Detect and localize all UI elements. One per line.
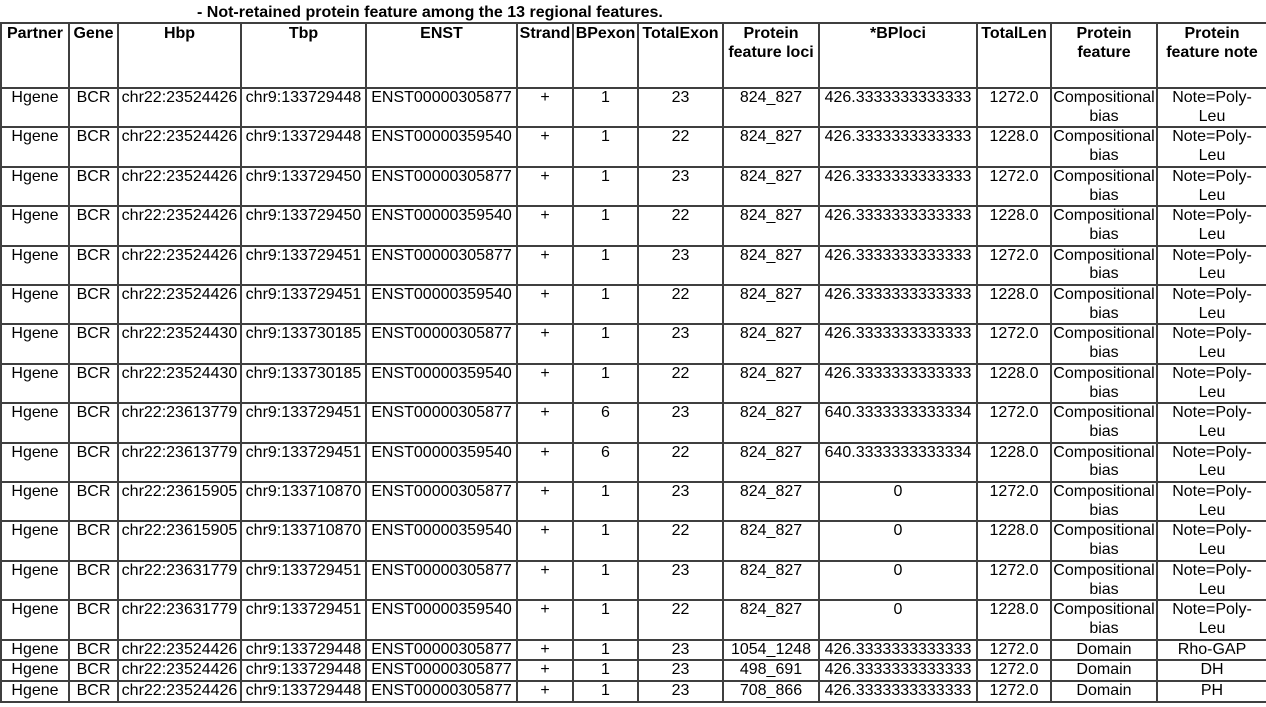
cell-protein-feature-note: PH — [1157, 681, 1266, 702]
cell-gene: BCR — [69, 443, 118, 482]
cell-hbp: chr22:23524426 — [118, 88, 241, 127]
cell-totalexon: 22 — [638, 443, 723, 482]
cell-partner: Hgene — [1, 640, 69, 661]
cell-gene: BCR — [69, 600, 118, 639]
cell-gene: BCR — [69, 127, 118, 166]
cell-protein-feature: Compositional bias — [1051, 443, 1157, 482]
cell-partner: Hgene — [1, 364, 69, 403]
cell-strand: + — [517, 127, 573, 166]
cell-totalexon: 22 — [638, 206, 723, 245]
cell-tbp: chr9:133729448 — [241, 660, 366, 681]
cell-partner: Hgene — [1, 681, 69, 702]
cell-bpexon: 6 — [573, 443, 638, 482]
cell-enst: ENST00000305877 — [366, 403, 517, 442]
cell-strand: + — [517, 403, 573, 442]
cell-totallen: 1272.0 — [977, 660, 1051, 681]
cell-bpexon: 6 — [573, 403, 638, 442]
cell-totallen: 1228.0 — [977, 206, 1051, 245]
cell-bpexon: 1 — [573, 206, 638, 245]
cell-enst: ENST00000359540 — [366, 521, 517, 560]
cell-protein-feature-note: Note=Poly-Leu — [1157, 443, 1266, 482]
cell-gene: BCR — [69, 364, 118, 403]
table-row — [1, 681, 1266, 702]
cell-tbp: chr9:133710870 — [241, 482, 366, 521]
cell-bploci: 640.3333333333334 — [819, 443, 977, 482]
table-row — [1, 482, 1266, 521]
cell-gene: BCR — [69, 521, 118, 560]
cell-tbp: chr9:133729451 — [241, 285, 366, 324]
cell-protein-feature: Domain — [1051, 640, 1157, 661]
table-row — [1, 167, 1266, 206]
cell-protein-feature-loci: 824_827 — [723, 88, 819, 127]
cell-protein-feature: Compositional bias — [1051, 600, 1157, 639]
cell-hbp: chr22:23615905 — [118, 521, 241, 560]
cell-totallen: 1272.0 — [977, 561, 1051, 600]
cell-bploci: 426.3333333333333 — [819, 324, 977, 363]
table-row — [1, 443, 1266, 482]
cell-bploci: 426.3333333333333 — [819, 246, 977, 285]
cell-hbp: chr22:23524426 — [118, 660, 241, 681]
cell-protein-feature: Compositional bias — [1051, 246, 1157, 285]
cell-totallen: 1272.0 — [977, 681, 1051, 702]
cell-protein-feature: Compositional bias — [1051, 88, 1157, 127]
cell-partner: Hgene — [1, 127, 69, 166]
table-row — [1, 403, 1266, 442]
cell-protein-feature: Domain — [1051, 681, 1157, 702]
column-header-partner: Partner — [1, 23, 69, 88]
column-header-totalexon: TotalExon — [638, 23, 723, 88]
cell-enst: ENST00000305877 — [366, 246, 517, 285]
column-header-hbp: Hbp — [118, 23, 241, 88]
cell-totalexon: 23 — [638, 482, 723, 521]
cell-hbp: chr22:23524430 — [118, 324, 241, 363]
cell-protein-feature: Compositional bias — [1051, 482, 1157, 521]
cell-protein-feature-loci: 824_827 — [723, 206, 819, 245]
cell-totallen: 1272.0 — [977, 403, 1051, 442]
cell-partner: Hgene — [1, 88, 69, 127]
cell-strand: + — [517, 443, 573, 482]
cell-tbp: chr9:133710870 — [241, 521, 366, 560]
cell-bpexon: 1 — [573, 521, 638, 560]
cell-hbp: chr22:23613779 — [118, 403, 241, 442]
cell-protein-feature-note: DH — [1157, 660, 1266, 681]
cell-gene: BCR — [69, 285, 118, 324]
cell-bpexon: 1 — [573, 285, 638, 324]
cell-protein-feature: Compositional bias — [1051, 324, 1157, 363]
table-row — [1, 246, 1266, 285]
cell-enst: ENST00000359540 — [366, 600, 517, 639]
column-header-bploci: *BPloci — [819, 23, 977, 88]
cell-tbp: chr9:133729448 — [241, 88, 366, 127]
cell-strand: + — [517, 660, 573, 681]
cell-strand: + — [517, 88, 573, 127]
cell-enst: ENST00000305877 — [366, 681, 517, 702]
cell-partner: Hgene — [1, 167, 69, 206]
cell-protein-feature-loci: 824_827 — [723, 364, 819, 403]
cell-partner: Hgene — [1, 561, 69, 600]
cell-strand: + — [517, 167, 573, 206]
cell-totalexon: 23 — [638, 403, 723, 442]
column-header-totallen: TotalLen — [977, 23, 1051, 88]
cell-partner: Hgene — [1, 521, 69, 560]
column-header-enst: ENST — [366, 23, 517, 88]
cell-partner: Hgene — [1, 206, 69, 245]
cell-totalexon: 23 — [638, 561, 723, 600]
column-header-gene: Gene — [69, 23, 118, 88]
cell-strand: + — [517, 285, 573, 324]
cell-protein-feature-note: Note=Poly-Leu — [1157, 88, 1266, 127]
cell-bploci: 426.3333333333333 — [819, 364, 977, 403]
cell-tbp: chr9:133729451 — [241, 561, 366, 600]
cell-bpexon: 1 — [573, 88, 638, 127]
protein-feature-table — [0, 22, 1266, 703]
column-header-strand: Strand — [517, 23, 573, 88]
cell-bpexon: 1 — [573, 640, 638, 661]
cell-hbp: chr22:23524426 — [118, 167, 241, 206]
column-header-bpexon: BPexon — [573, 23, 638, 88]
cell-protein-feature-loci: 708_866 — [723, 681, 819, 702]
cell-protein-feature: Compositional bias — [1051, 521, 1157, 560]
cell-totallen: 1228.0 — [977, 443, 1051, 482]
cell-hbp: chr22:23524430 — [118, 364, 241, 403]
cell-totalexon: 23 — [638, 246, 723, 285]
cell-tbp: chr9:133729450 — [241, 206, 366, 245]
cell-bpexon: 1 — [573, 681, 638, 702]
cell-gene: BCR — [69, 660, 118, 681]
cell-totalexon: 22 — [638, 364, 723, 403]
cell-hbp: chr22:23524426 — [118, 127, 241, 166]
cell-strand: + — [517, 482, 573, 521]
cell-bploci: 426.3333333333333 — [819, 88, 977, 127]
cell-protein-feature: Compositional bias — [1051, 561, 1157, 600]
cell-protein-feature-note: Note=Poly-Leu — [1157, 285, 1266, 324]
cell-bpexon: 1 — [573, 600, 638, 639]
cell-enst: ENST00000305877 — [366, 167, 517, 206]
cell-hbp: chr22:23524426 — [118, 681, 241, 702]
cell-totallen: 1228.0 — [977, 285, 1051, 324]
cell-bploci: 426.3333333333333 — [819, 285, 977, 324]
cell-enst: ENST00000359540 — [366, 127, 517, 166]
cell-enst: ENST00000305877 — [366, 640, 517, 661]
cell-protein-feature-loci: 1054_1248 — [723, 640, 819, 661]
table-row — [1, 127, 1266, 166]
cell-bploci: 426.3333333333333 — [819, 206, 977, 245]
cell-protein-feature: Compositional bias — [1051, 403, 1157, 442]
cell-totallen: 1228.0 — [977, 600, 1051, 639]
cell-strand: + — [517, 600, 573, 639]
cell-bpexon: 1 — [573, 167, 638, 206]
cell-totalexon: 22 — [638, 127, 723, 166]
cell-bpexon: 1 — [573, 246, 638, 285]
cell-bploci: 0 — [819, 600, 977, 639]
cell-bpexon: 1 — [573, 660, 638, 681]
cell-protein-feature: Compositional bias — [1051, 127, 1157, 166]
cell-hbp: chr22:23615905 — [118, 482, 241, 521]
cell-totalexon: 23 — [638, 167, 723, 206]
cell-gene: BCR — [69, 561, 118, 600]
cell-protein-feature-loci: 824_827 — [723, 324, 819, 363]
cell-protein-feature-note: Note=Poly-Leu — [1157, 521, 1266, 560]
column-header-tbp: Tbp — [241, 23, 366, 88]
cell-totalexon: 23 — [638, 324, 723, 363]
cell-protein-feature-loci: 824_827 — [723, 600, 819, 639]
cell-protein-feature-loci: 498_691 — [723, 660, 819, 681]
cell-enst: ENST00000305877 — [366, 324, 517, 363]
cell-bploci: 426.3333333333333 — [819, 167, 977, 206]
cell-protein-feature-note: Note=Poly-Leu — [1157, 127, 1266, 166]
cell-hbp: chr22:23631779 — [118, 600, 241, 639]
cell-bploci: 426.3333333333333 — [819, 640, 977, 661]
cell-protein-feature-note: Note=Poly-Leu — [1157, 206, 1266, 245]
cell-totalexon: 23 — [638, 681, 723, 702]
table-row — [1, 364, 1266, 403]
cell-totallen: 1228.0 — [977, 127, 1051, 166]
cell-protein-feature-note: Note=Poly-Leu — [1157, 324, 1266, 363]
cell-enst: ENST00000305877 — [366, 561, 517, 600]
cell-tbp: chr9:133729448 — [241, 681, 366, 702]
cell-partner: Hgene — [1, 482, 69, 521]
table-row — [1, 660, 1266, 681]
cell-totallen: 1272.0 — [977, 324, 1051, 363]
cell-strand: + — [517, 561, 573, 600]
cell-enst: ENST00000359540 — [366, 443, 517, 482]
cell-gene: BCR — [69, 88, 118, 127]
column-header-protein-feature-loci: Protein feature loci — [723, 23, 819, 88]
cell-hbp: chr22:23524426 — [118, 640, 241, 661]
cell-bploci: 426.3333333333333 — [819, 681, 977, 702]
cell-tbp: chr9:133729451 — [241, 600, 366, 639]
cell-gene: BCR — [69, 403, 118, 442]
cell-protein-feature: Compositional bias — [1051, 167, 1157, 206]
cell-protein-feature-loci: 824_827 — [723, 521, 819, 560]
page — [0, 4, 1266, 703]
cell-bploci: 0 — [819, 561, 977, 600]
cell-strand: + — [517, 246, 573, 285]
cell-tbp: chr9:133729451 — [241, 246, 366, 285]
cell-gene: BCR — [69, 482, 118, 521]
cell-tbp: chr9:133729451 — [241, 403, 366, 442]
cell-protein-feature-loci: 824_827 — [723, 285, 819, 324]
table-row — [1, 285, 1266, 324]
cell-bpexon: 1 — [573, 482, 638, 521]
cell-hbp: chr22:23524426 — [118, 246, 241, 285]
cell-bploci: 0 — [819, 482, 977, 521]
cell-totallen: 1272.0 — [977, 246, 1051, 285]
cell-strand: + — [517, 521, 573, 560]
column-header-protein-feature-note: Protein feature note — [1157, 23, 1266, 88]
cell-bpexon: 1 — [573, 561, 638, 600]
cell-totallen: 1272.0 — [977, 167, 1051, 206]
cell-bploci: 0 — [819, 521, 977, 560]
cell-totallen: 1228.0 — [977, 364, 1051, 403]
cell-gene: BCR — [69, 324, 118, 363]
cell-tbp: chr9:133730185 — [241, 324, 366, 363]
cell-protein-feature-note: Note=Poly-Leu — [1157, 482, 1266, 521]
cell-protein-feature-note: Note=Poly-Leu — [1157, 561, 1266, 600]
cell-protein-feature: Domain — [1051, 660, 1157, 681]
cell-enst: ENST00000359540 — [366, 206, 517, 245]
table-row — [1, 600, 1266, 639]
cell-totalexon: 23 — [638, 88, 723, 127]
cell-partner: Hgene — [1, 660, 69, 681]
cell-enst: ENST00000305877 — [366, 660, 517, 681]
cell-protein-feature-loci: 824_827 — [723, 127, 819, 166]
cell-bploci: 640.3333333333334 — [819, 403, 977, 442]
cell-protein-feature-note: Note=Poly-Leu — [1157, 364, 1266, 403]
cell-strand: + — [517, 206, 573, 245]
cell-hbp: chr22:23613779 — [118, 443, 241, 482]
cell-totallen: 1272.0 — [977, 640, 1051, 661]
cell-totallen: 1228.0 — [977, 521, 1051, 560]
cell-protein-feature-note: Rho-GAP — [1157, 640, 1266, 661]
table-row — [1, 561, 1266, 600]
cell-hbp: chr22:23631779 — [118, 561, 241, 600]
cell-protein-feature-loci: 824_827 — [723, 482, 819, 521]
cell-partner: Hgene — [1, 285, 69, 324]
cell-bpexon: 1 — [573, 364, 638, 403]
cell-totalexon: 22 — [638, 600, 723, 639]
cell-enst: ENST00000305877 — [366, 88, 517, 127]
cell-gene: BCR — [69, 167, 118, 206]
cell-protein-feature-note: Note=Poly-Leu — [1157, 167, 1266, 206]
cell-strand: + — [517, 324, 573, 363]
cell-tbp: chr9:133730185 — [241, 364, 366, 403]
cell-protein-feature: Compositional bias — [1051, 206, 1157, 245]
table-row — [1, 324, 1266, 363]
cell-gene: BCR — [69, 206, 118, 245]
cell-totalexon: 22 — [638, 285, 723, 324]
table-row — [1, 206, 1266, 245]
cell-partner: Hgene — [1, 403, 69, 442]
cell-protein-feature-loci: 824_827 — [723, 167, 819, 206]
cell-gene: BCR — [69, 246, 118, 285]
cell-bpexon: 1 — [573, 127, 638, 166]
cell-strand: + — [517, 681, 573, 702]
cell-strand: + — [517, 364, 573, 403]
cell-tbp: chr9:133729448 — [241, 127, 366, 166]
cell-bpexon: 1 — [573, 324, 638, 363]
cell-protein-feature-loci: 824_827 — [723, 403, 819, 442]
cell-partner: Hgene — [1, 324, 69, 363]
cell-partner: Hgene — [1, 600, 69, 639]
cell-gene: BCR — [69, 640, 118, 661]
cell-gene: BCR — [69, 681, 118, 702]
cell-enst: ENST00000359540 — [366, 285, 517, 324]
cell-enst: ENST00000305877 — [366, 482, 517, 521]
table-row — [1, 521, 1266, 560]
cell-hbp: chr22:23524426 — [118, 285, 241, 324]
table-row — [1, 88, 1266, 127]
cell-totalexon: 23 — [638, 640, 723, 661]
cell-tbp: chr9:133729448 — [241, 640, 366, 661]
cell-protein-feature: Compositional bias — [1051, 364, 1157, 403]
cell-strand: + — [517, 640, 573, 661]
header-row — [1, 23, 1266, 88]
cell-protein-feature: Compositional bias — [1051, 285, 1157, 324]
cell-tbp: chr9:133729451 — [241, 443, 366, 482]
cell-totallen: 1272.0 — [977, 88, 1051, 127]
cell-protein-feature-note: Note=Poly-Leu — [1157, 600, 1266, 639]
cell-protein-feature-loci: 824_827 — [723, 443, 819, 482]
cell-protein-feature-loci: 824_827 — [723, 561, 819, 600]
cell-tbp: chr9:133729450 — [241, 167, 366, 206]
cell-protein-feature-note: Note=Poly-Leu — [1157, 246, 1266, 285]
cell-protein-feature-loci: 824_827 — [723, 246, 819, 285]
cell-protein-feature-note: Note=Poly-Leu — [1157, 403, 1266, 442]
cell-totallen: 1272.0 — [977, 482, 1051, 521]
column-header-protein-feature: Protein feature — [1051, 23, 1157, 88]
cell-enst: ENST00000359540 — [366, 364, 517, 403]
table-row — [1, 640, 1266, 661]
cell-partner: Hgene — [1, 246, 69, 285]
cell-totalexon: 22 — [638, 521, 723, 560]
cell-bploci: 426.3333333333333 — [819, 660, 977, 681]
cell-hbp: chr22:23524426 — [118, 206, 241, 245]
table-caption: - Not-retained protein feature among the 13 regional features. — [197, 4, 663, 21]
cell-bploci: 426.3333333333333 — [819, 127, 977, 166]
cell-partner: Hgene — [1, 443, 69, 482]
cell-totalexon: 23 — [638, 660, 723, 681]
